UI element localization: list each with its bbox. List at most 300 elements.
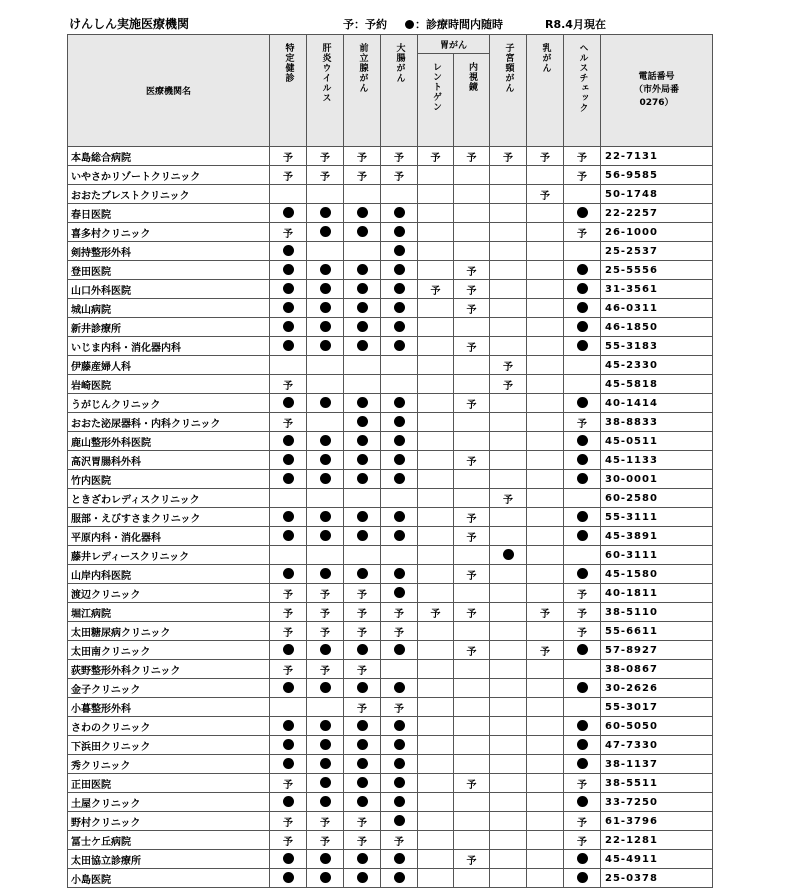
- mark-igan-xray: [418, 375, 454, 394]
- mark-kanen: [307, 755, 344, 774]
- table-row: [68, 641, 713, 660]
- mark-igan-xray: [418, 318, 454, 337]
- clinic-table: [67, 34, 713, 888]
- mark-health-check: [564, 280, 601, 299]
- mark-nyugan: [527, 356, 564, 375]
- mark-tokutei: [270, 470, 307, 489]
- col-header-igan: 胃がん: [418, 35, 490, 54]
- clinic-name: おおた泌尿器科・内科クリニック: [68, 413, 270, 432]
- mark-igan-naishi: 予: [454, 774, 490, 793]
- clinic-name: 金子クリニック: [68, 679, 270, 698]
- mark-kanen: 予: [307, 622, 344, 641]
- mark-nyugan: [527, 432, 564, 451]
- table-row: [68, 318, 713, 337]
- clinic-name: 太田糖尿病クリニック: [68, 622, 270, 641]
- mark-igan-naishi: [454, 546, 490, 565]
- mark-zenritsusen: 予: [344, 812, 381, 831]
- phone-number: 33-7250: [601, 793, 713, 812]
- mark-kanen: [307, 242, 344, 261]
- mark-health-check: [564, 356, 601, 375]
- mark-igan-naishi: [454, 375, 490, 394]
- mark-zenritsusen: 予: [344, 831, 381, 850]
- clinic-name: 鹿山整形外科医院: [68, 432, 270, 451]
- mark-shikyu: [490, 432, 527, 451]
- mark-shikyu: [490, 850, 527, 869]
- clinic-name: 剣持整形外科: [68, 242, 270, 261]
- col-header-igan-xray: [418, 54, 454, 147]
- col-header-shikyu: [490, 35, 527, 147]
- mark-zenritsusen: [344, 489, 381, 508]
- mark-shikyu: [490, 394, 527, 413]
- mark-tokutei: 予: [270, 413, 307, 432]
- mark-igan-naishi: 予: [454, 508, 490, 527]
- mark-zenritsusen: [344, 413, 381, 432]
- mark-igan-xray: [418, 584, 454, 603]
- mark-igan-xray: [418, 432, 454, 451]
- legend-walk-in-text: ：診療時間内随時: [415, 18, 503, 31]
- mark-kanen: [307, 337, 344, 356]
- mark-shikyu: [490, 546, 527, 565]
- clinic-name: 野村クリニック: [68, 812, 270, 831]
- mark-daicho: [381, 679, 418, 698]
- phone-number: 45-5818: [601, 375, 713, 394]
- mark-igan-xray: [418, 869, 454, 888]
- mark-nyugan: [527, 774, 564, 793]
- clinic-name: いやさかリゾートクリニック: [68, 166, 270, 185]
- mark-igan-xray: [418, 793, 454, 812]
- clinic-name: 太田協立診療所: [68, 850, 270, 869]
- clinic-name: さわのクリニック: [68, 717, 270, 736]
- mark-igan-xray: [418, 337, 454, 356]
- mark-tokutei: [270, 698, 307, 717]
- mark-shikyu: [490, 527, 527, 546]
- clinic-name: 土屋クリニック: [68, 793, 270, 812]
- mark-kanen: [307, 527, 344, 546]
- mark-kanen: [307, 489, 344, 508]
- mark-nyugan: [527, 375, 564, 394]
- mark-kanen: 予: [307, 812, 344, 831]
- mark-daicho: [381, 375, 418, 394]
- table-row: [68, 413, 713, 432]
- mark-nyugan: [527, 527, 564, 546]
- mark-nyugan: [527, 812, 564, 831]
- mark-igan-naishi: 予: [454, 261, 490, 280]
- mark-daicho: 予: [381, 698, 418, 717]
- mark-igan-naishi: [454, 356, 490, 375]
- table-row: [68, 565, 713, 584]
- mark-kanen: [307, 356, 344, 375]
- phone-number: 40-1811: [601, 584, 713, 603]
- mark-kanen: [307, 318, 344, 337]
- mark-igan-xray: [418, 204, 454, 223]
- mark-health-check: [564, 679, 601, 698]
- phone-number: 25-2537: [601, 242, 713, 261]
- mark-kanen: [307, 774, 344, 793]
- col-header-zenritsusen: [344, 35, 381, 147]
- mark-igan-naishi: [454, 185, 490, 204]
- mark-shikyu: 予: [490, 356, 527, 375]
- mark-health-check: 予: [564, 147, 601, 166]
- mark-kanen: [307, 850, 344, 869]
- table-row: [68, 755, 713, 774]
- mark-nyugan: [527, 622, 564, 641]
- table-row: [68, 489, 713, 508]
- mark-tokutei: [270, 565, 307, 584]
- mark-zenritsusen: [344, 641, 381, 660]
- legend-reservation: 予：予約: [343, 18, 387, 31]
- mark-igan-xray: [418, 660, 454, 679]
- mark-daicho: [381, 584, 418, 603]
- table-row: [68, 470, 713, 489]
- mark-igan-xray: [418, 774, 454, 793]
- mark-nyugan: 予: [527, 147, 564, 166]
- mark-health-check: 予: [564, 774, 601, 793]
- mark-nyugan: [527, 299, 564, 318]
- mark-tokutei: 予: [270, 622, 307, 641]
- phone-number: 61-3796: [601, 812, 713, 831]
- table-row: [68, 147, 713, 166]
- mark-shikyu: [490, 698, 527, 717]
- mark-nyugan: [527, 850, 564, 869]
- table-row: [68, 242, 713, 261]
- table-row: [68, 584, 713, 603]
- phone-number: 45-3891: [601, 527, 713, 546]
- mark-igan-xray: [418, 565, 454, 584]
- mark-zenritsusen: [344, 280, 381, 299]
- mark-igan-xray: [418, 812, 454, 831]
- mark-igan-xray: [418, 166, 454, 185]
- phone-number: 46-0311: [601, 299, 713, 318]
- mark-kanen: 予: [307, 660, 344, 679]
- phone-number: 38-5110: [601, 603, 713, 622]
- col-header-nyugan-label: 乳がん: [540, 43, 551, 73]
- phone-number: 22-2257: [601, 204, 713, 223]
- phone-number: 22-7131: [601, 147, 713, 166]
- table-row: [68, 204, 713, 223]
- col-header-kanen-label: 肝炎ウイルス: [320, 43, 331, 103]
- mark-kanen: [307, 565, 344, 584]
- clinic-name: 春日医院: [68, 204, 270, 223]
- mark-health-check: [564, 318, 601, 337]
- mark-tokutei: [270, 527, 307, 546]
- mark-kanen: [307, 793, 344, 812]
- mark-daicho: [381, 356, 418, 375]
- mark-tokutei: [270, 736, 307, 755]
- clinic-name: 山口外科医院: [68, 280, 270, 299]
- table-row: [68, 166, 713, 185]
- clinic-name: ときざわレディスクリニック: [68, 489, 270, 508]
- mark-health-check: [564, 299, 601, 318]
- mark-health-check: [564, 660, 601, 679]
- mark-daicho: [381, 641, 418, 660]
- mark-shikyu: [490, 793, 527, 812]
- clinic-name: うがじんクリニック: [68, 394, 270, 413]
- mark-tokutei: 予: [270, 147, 307, 166]
- mark-igan-naishi: 予: [454, 299, 490, 318]
- mark-zenritsusen: [344, 394, 381, 413]
- mark-igan-xray: [418, 717, 454, 736]
- mark-igan-xray: [418, 736, 454, 755]
- table-row: [68, 356, 713, 375]
- mark-health-check: [564, 375, 601, 394]
- mark-igan-naishi: 予: [454, 603, 490, 622]
- table-row: [68, 337, 713, 356]
- mark-igan-naishi: [454, 831, 490, 850]
- mark-igan-xray: [418, 242, 454, 261]
- mark-health-check: [564, 641, 601, 660]
- mark-igan-naishi: [454, 584, 490, 603]
- mark-igan-xray: [418, 223, 454, 242]
- mark-igan-xray: [418, 508, 454, 527]
- phone-number: 46-1850: [601, 318, 713, 337]
- mark-igan-naishi: [454, 166, 490, 185]
- mark-nyugan: [527, 717, 564, 736]
- col-header-shikyu-label: 子宮頸がん: [503, 43, 514, 93]
- mark-kanen: [307, 736, 344, 755]
- mark-igan-naishi: [454, 755, 490, 774]
- mark-tokutei: 予: [270, 603, 307, 622]
- mark-health-check: 予: [564, 584, 601, 603]
- clinic-name: 山岸内科医院: [68, 565, 270, 584]
- mark-tokutei: 予: [270, 584, 307, 603]
- mark-zenritsusen: [344, 223, 381, 242]
- mark-igan-naishi: [454, 223, 490, 242]
- clinic-name: 渡辺クリニック: [68, 584, 270, 603]
- mark-daicho: [381, 204, 418, 223]
- mark-health-check: 予: [564, 223, 601, 242]
- mark-health-check: 予: [564, 622, 601, 641]
- mark-health-check: 予: [564, 413, 601, 432]
- mark-tokutei: 予: [270, 812, 307, 831]
- mark-nyugan: [527, 280, 564, 299]
- mark-zenritsusen: [344, 546, 381, 565]
- mark-kanen: [307, 470, 344, 489]
- mark-tokutei: [270, 717, 307, 736]
- mark-igan-naishi: 予: [454, 565, 490, 584]
- mark-zenritsusen: 予: [344, 698, 381, 717]
- mark-zenritsusen: [344, 356, 381, 375]
- mark-igan-xray: [418, 261, 454, 280]
- mark-igan-naishi: [454, 717, 490, 736]
- phone-number: 45-0511: [601, 432, 713, 451]
- mark-health-check: [564, 527, 601, 546]
- mark-daicho: [381, 337, 418, 356]
- col-header-health-check-label: ヘルスチェック: [577, 43, 588, 113]
- mark-daicho: [381, 470, 418, 489]
- phone-number: 56-9585: [601, 166, 713, 185]
- mark-igan-naishi: [454, 432, 490, 451]
- mark-igan-naishi: [454, 812, 490, 831]
- mark-tokutei: [270, 280, 307, 299]
- mark-igan-naishi: 予: [454, 147, 490, 166]
- mark-shikyu: [490, 204, 527, 223]
- mark-tokutei: [270, 337, 307, 356]
- col-header-daicho-label: 大腸がん: [394, 43, 405, 83]
- mark-tokutei: [270, 432, 307, 451]
- mark-tokutei: 予: [270, 166, 307, 185]
- mark-igan-naishi: [454, 242, 490, 261]
- phone-number: 55-3183: [601, 337, 713, 356]
- mark-tokutei: [270, 546, 307, 565]
- table-row: [68, 831, 713, 850]
- mark-tokutei: [270, 318, 307, 337]
- mark-shikyu: [490, 679, 527, 698]
- mark-shikyu: [490, 508, 527, 527]
- mark-zenritsusen: [344, 565, 381, 584]
- mark-zenritsusen: [344, 261, 381, 280]
- mark-igan-naishi: [454, 679, 490, 698]
- mark-tokutei: [270, 261, 307, 280]
- mark-zenritsusen: [344, 318, 381, 337]
- mark-daicho: [381, 223, 418, 242]
- table-row: [68, 869, 713, 888]
- mark-shikyu: [490, 660, 527, 679]
- mark-health-check: [564, 242, 601, 261]
- mark-nyugan: [527, 242, 564, 261]
- mark-igan-xray: [418, 489, 454, 508]
- mark-tokutei: 予: [270, 831, 307, 850]
- mark-tokutei: [270, 356, 307, 375]
- mark-health-check: [564, 850, 601, 869]
- mark-igan-xray: [418, 850, 454, 869]
- mark-shikyu: [490, 166, 527, 185]
- mark-shikyu: [490, 831, 527, 850]
- mark-igan-naishi: [454, 470, 490, 489]
- mark-igan-xray: [418, 831, 454, 850]
- mark-health-check: 予: [564, 603, 601, 622]
- phone-number: 30-0001: [601, 470, 713, 489]
- mark-health-check: [564, 565, 601, 584]
- clinic-name: 城山病院: [68, 299, 270, 318]
- mark-zenritsusen: 予: [344, 584, 381, 603]
- mark-kanen: 予: [307, 166, 344, 185]
- mark-igan-xray: [418, 451, 454, 470]
- table-row: [68, 698, 713, 717]
- col-header-tokutei-label: 特定健診: [283, 43, 294, 83]
- mark-shikyu: [490, 641, 527, 660]
- mark-tokutei: [270, 793, 307, 812]
- mark-nyugan: [527, 451, 564, 470]
- mark-kanen: [307, 869, 344, 888]
- mark-nyugan: [527, 413, 564, 432]
- phone-number: 45-2330: [601, 356, 713, 375]
- mark-nyugan: [527, 508, 564, 527]
- phone-number: 40-1414: [601, 394, 713, 413]
- mark-daicho: [381, 432, 418, 451]
- mark-health-check: [564, 337, 601, 356]
- mark-daicho: [381, 793, 418, 812]
- clinic-name: 小島医院: [68, 869, 270, 888]
- mark-nyugan: [527, 755, 564, 774]
- clinic-name: 太田南クリニック: [68, 641, 270, 660]
- clinic-name: 竹内医院: [68, 470, 270, 489]
- table-row: [68, 812, 713, 831]
- mark-igan-xray: [418, 698, 454, 717]
- table-row: [68, 546, 713, 565]
- clinic-name: 登田医院: [68, 261, 270, 280]
- mark-nyugan: [527, 793, 564, 812]
- clinic-name: 堀江病院: [68, 603, 270, 622]
- mark-daicho: [381, 869, 418, 888]
- col-header-zenritsusen-label: 前立腺がん: [357, 43, 368, 93]
- mark-tokutei: [270, 489, 307, 508]
- phone-number: 25-5556: [601, 261, 713, 280]
- mark-tokutei: 予: [270, 660, 307, 679]
- mark-kanen: [307, 280, 344, 299]
- mark-kanen: [307, 375, 344, 394]
- mark-daicho: [381, 774, 418, 793]
- mark-health-check: [564, 261, 601, 280]
- mark-zenritsusen: [344, 451, 381, 470]
- mark-zenritsusen: [344, 755, 381, 774]
- mark-tokutei: [270, 641, 307, 660]
- mark-daicho: 予: [381, 603, 418, 622]
- clinic-name: 秀クリニック: [68, 755, 270, 774]
- legend-walk-in: [405, 16, 503, 32]
- mark-igan-naishi: [454, 318, 490, 337]
- mark-igan-naishi: [454, 204, 490, 223]
- mark-daicho: 予: [381, 622, 418, 641]
- mark-igan-xray: 予: [418, 280, 454, 299]
- mark-igan-xray: [418, 641, 454, 660]
- mark-daicho: [381, 812, 418, 831]
- mark-tokutei: [270, 679, 307, 698]
- phone-number: 50-1748: [601, 185, 713, 204]
- mark-kanen: [307, 432, 344, 451]
- table-row: [68, 603, 713, 622]
- mark-igan-xray: [418, 185, 454, 204]
- table-row: [68, 622, 713, 641]
- mark-shikyu: [490, 261, 527, 280]
- mark-health-check: [564, 736, 601, 755]
- mark-kanen: [307, 204, 344, 223]
- mark-daicho: 予: [381, 831, 418, 850]
- mark-zenritsusen: [344, 869, 381, 888]
- clinic-name: 下浜田クリニック: [68, 736, 270, 755]
- mark-shikyu: [490, 774, 527, 793]
- mark-igan-xray: [418, 546, 454, 565]
- phone-number: 60-2580: [601, 489, 713, 508]
- mark-igan-naishi: 予: [454, 451, 490, 470]
- mark-daicho: [381, 185, 418, 204]
- mark-daicho: 予: [381, 166, 418, 185]
- mark-nyugan: 予: [527, 185, 564, 204]
- mark-kanen: 予: [307, 603, 344, 622]
- table-row: [68, 451, 713, 470]
- mark-igan-xray: [418, 755, 454, 774]
- col-header-name: 医療機関名: [68, 35, 270, 147]
- mark-daicho: [381, 242, 418, 261]
- mark-nyugan: [527, 565, 564, 584]
- col-header-health-check: [564, 35, 601, 147]
- clinic-name: 新井診療所: [68, 318, 270, 337]
- mark-igan-naishi: 予: [454, 527, 490, 546]
- mark-health-check: [564, 698, 601, 717]
- col-header-igan-xray-label: レントゲン: [431, 62, 441, 112]
- mark-zenritsusen: [344, 850, 381, 869]
- mark-daicho: [381, 527, 418, 546]
- mark-shikyu: [490, 299, 527, 318]
- mark-tokutei: 予: [270, 375, 307, 394]
- table-row: [68, 185, 713, 204]
- mark-tokutei: [270, 394, 307, 413]
- mark-shikyu: 予: [490, 375, 527, 394]
- table-row: [68, 527, 713, 546]
- mark-health-check: [564, 546, 601, 565]
- phone-number: 57-8927: [601, 641, 713, 660]
- mark-zenritsusen: 予: [344, 147, 381, 166]
- mark-nyugan: [527, 204, 564, 223]
